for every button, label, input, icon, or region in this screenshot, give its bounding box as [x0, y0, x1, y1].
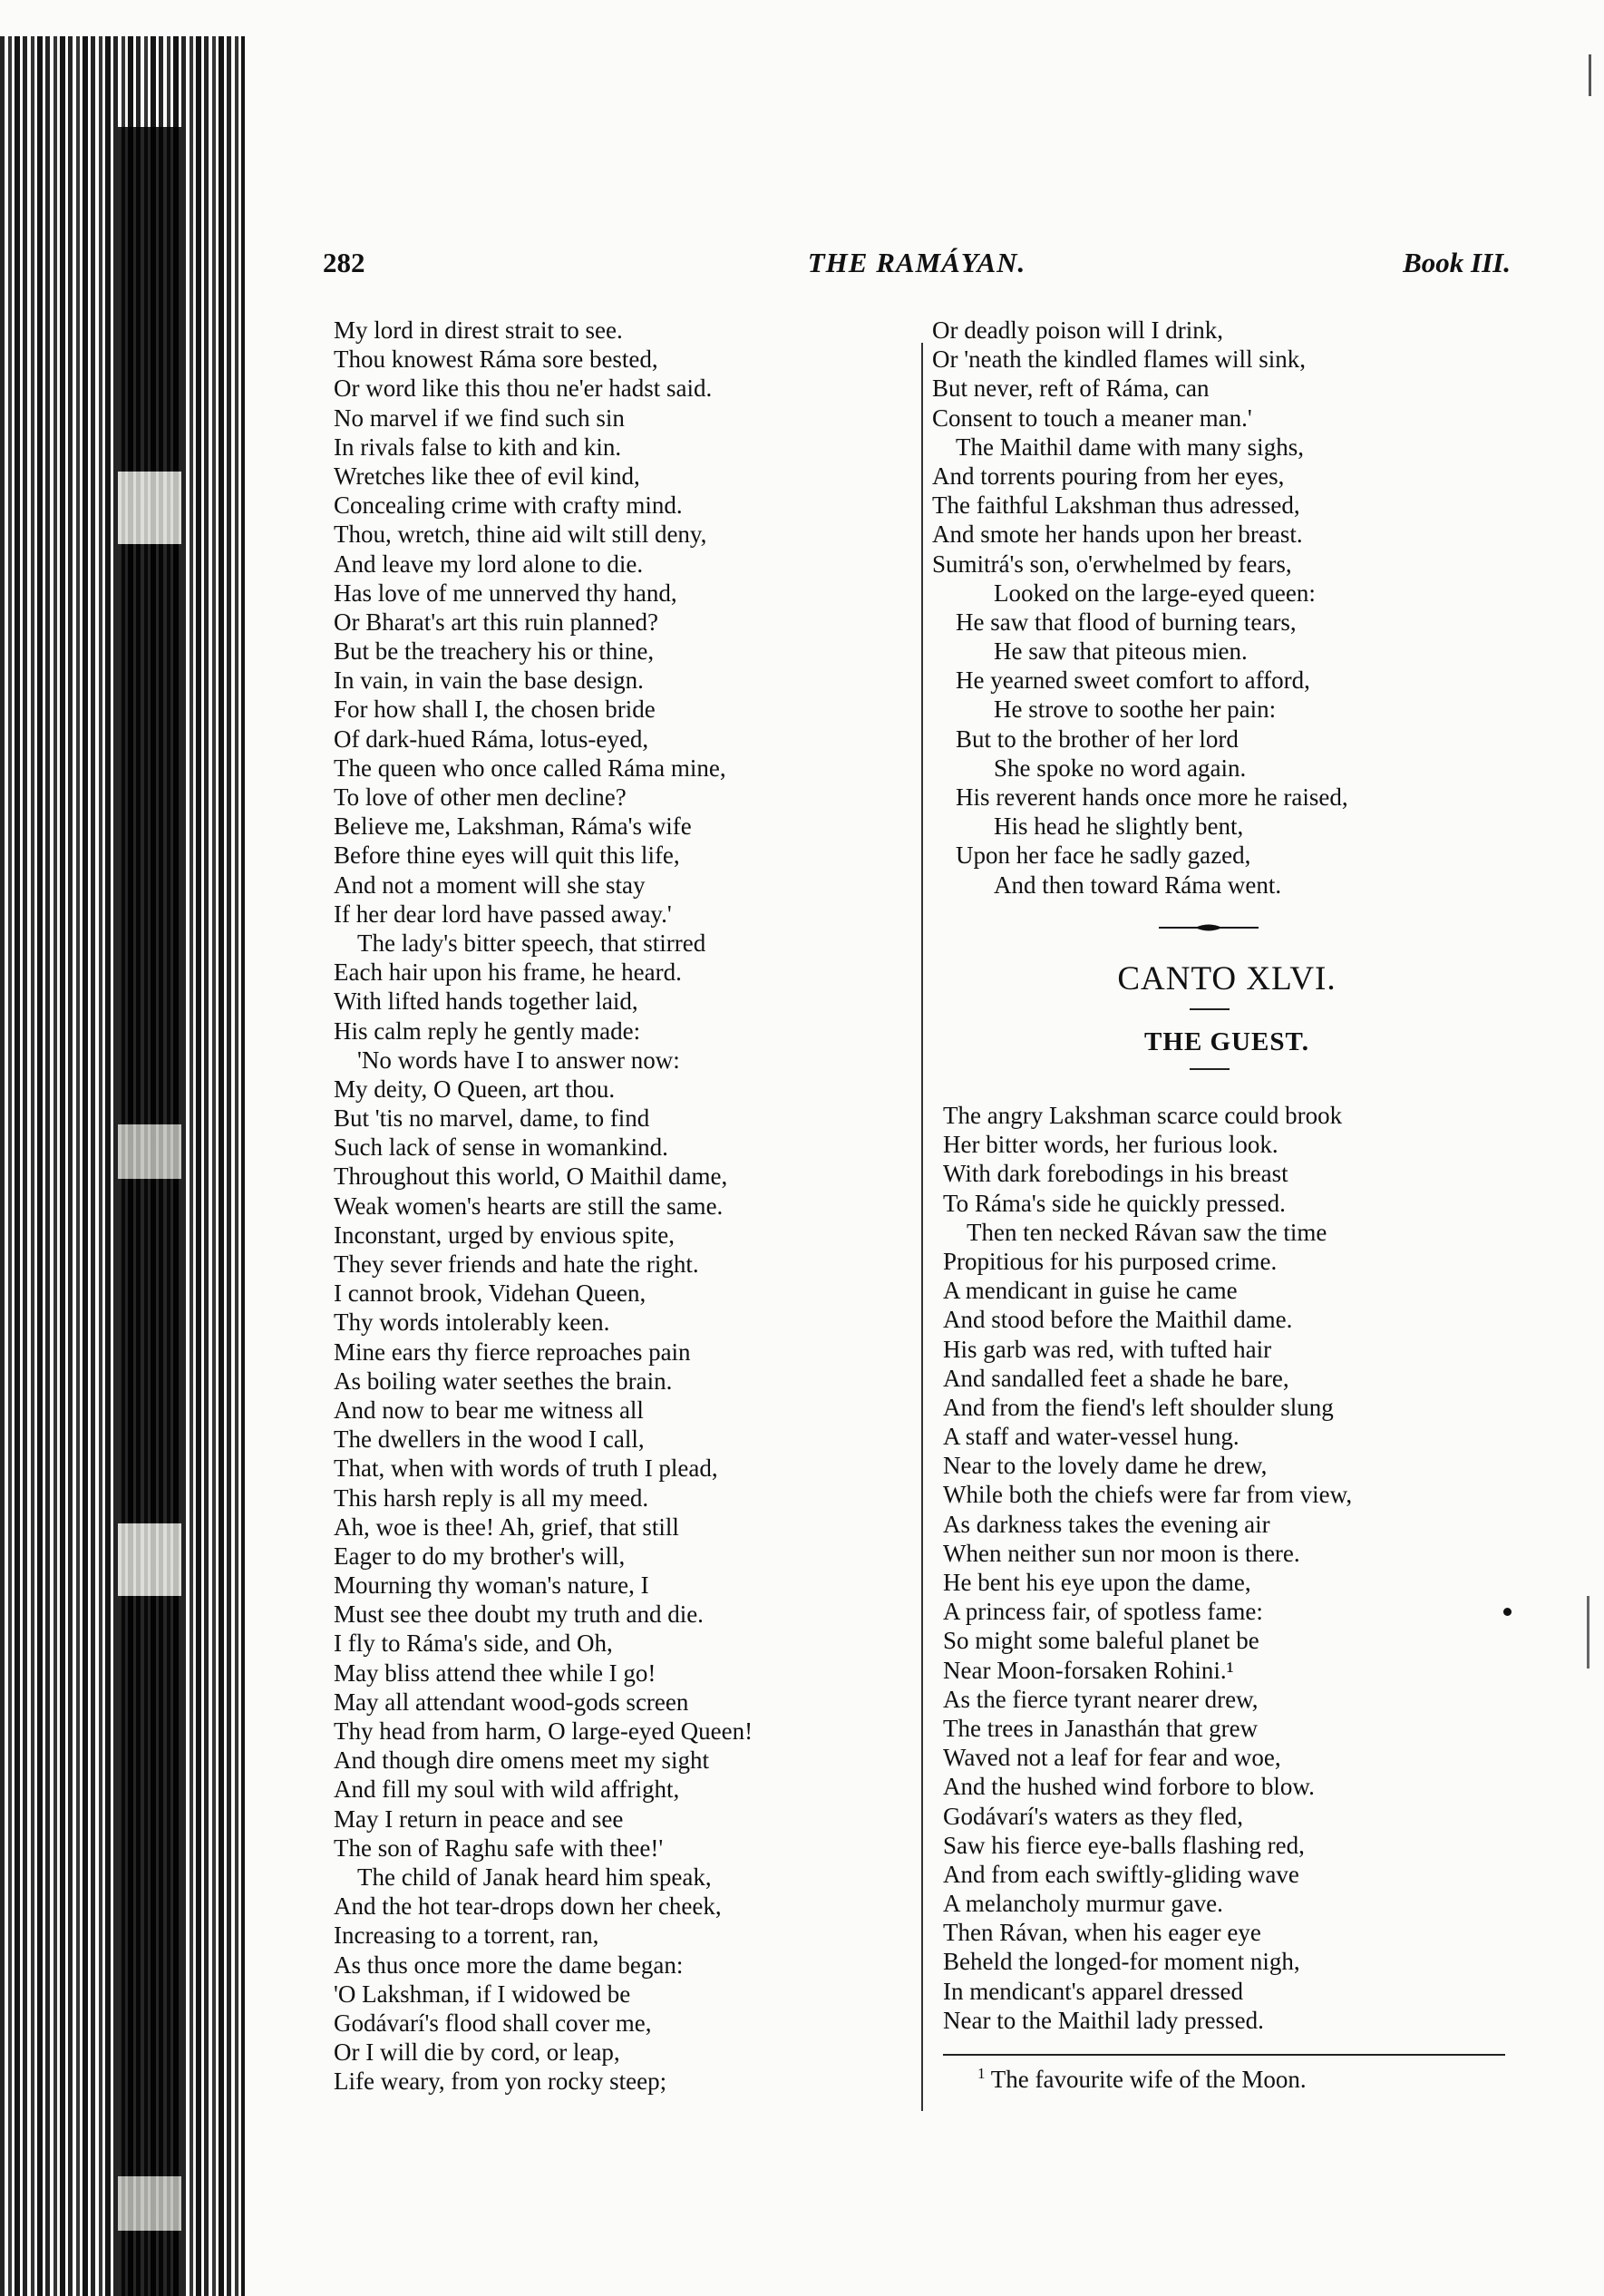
verse-line: For how shall I, the chosen bride — [334, 696, 656, 724]
verse-line: And the hushed wind forbore to blow. — [943, 1773, 1315, 1801]
verse-line: The faithful Lakshman thus adressed, — [932, 491, 1300, 520]
verse-line: He saw that flood of burning tears, — [956, 608, 1297, 636]
verse-line: But to the brother of her lord — [956, 725, 1239, 753]
verse-line: The trees in Janasthán that grew — [943, 1714, 1259, 1742]
verse-line: Looked on the large-eyed queen: — [994, 579, 1316, 607]
verse-line: Godávarí's waters as they fled, — [943, 1802, 1244, 1830]
verse-line: Waved not a leaf for fear and woe, — [943, 1744, 1281, 1772]
verse-line: Godávarí's flood shall cover me, — [334, 2009, 652, 2037]
verse-line: His garb was red, with tufted hair — [943, 1335, 1272, 1363]
subtitle-rule — [1190, 1068, 1230, 1070]
verse-line: Inconstant, urged by envious spite, — [334, 1221, 675, 1249]
verse-line: I fly to Ráma's side, and Oh, — [334, 1630, 613, 1658]
verse-line: Ah, woe is thee! Ah, grief, that still — [334, 1513, 679, 1541]
verse-line: Or I will die by cord, or leap, — [334, 2038, 620, 2067]
verse-line: And leave my lord alone to die. — [334, 550, 644, 578]
verse-line: The Maithil dame with many sighs, — [956, 433, 1304, 461]
verse-line: Upon her face he sadly gazed, — [956, 842, 1251, 870]
verse-line: As thus once more the dame began: — [334, 1951, 684, 1979]
verse-line: To love of other men decline? — [334, 783, 627, 811]
verse-line: Or 'neath the kindled flames will sink, — [932, 345, 1307, 374]
verse-line: Each hair upon his frame, he heard. — [334, 958, 682, 987]
book-spine-shadow — [118, 127, 181, 2296]
verse-line: Before thine eyes will quit this life, — [334, 842, 680, 870]
verse-line: The dwellers in the wood I call, — [334, 1425, 645, 1454]
column-divider — [921, 343, 923, 2111]
verse-line: Weak women's hearts are still the same. — [334, 1192, 724, 1220]
verse-line: Or Bharat's art this ruin planned? — [334, 608, 659, 636]
verse-line: Concealing crime with crafty mind. — [334, 491, 683, 520]
verse-line: In mendicant's apparel dressed — [943, 1977, 1243, 2005]
verse-line: As the fierce tyrant nearer drew, — [943, 1685, 1259, 1713]
verse-line: Near Moon-forsaken Rohini.¹ — [943, 1656, 1234, 1684]
verse-line: Has love of me unnerved thy hand, — [334, 579, 677, 607]
verse-line: Eager to do my brother's will, — [334, 1542, 626, 1570]
verse-line: And now to bear me witness all — [334, 1396, 644, 1424]
verse-line: And from each swiftly-gliding wave — [943, 1860, 1299, 1888]
footnote-marker: 1 — [977, 2065, 986, 2082]
footnote — [977, 2065, 1307, 2094]
verse-line: Then ten necked Rávan saw the time — [967, 1218, 1327, 1246]
verse-line: A staff and water-vessel hung. — [943, 1423, 1239, 1451]
page-edge-mark — [1589, 54, 1591, 96]
verse-line: Mine ears thy fierce reproaches pain — [334, 1338, 691, 1366]
verse-line: And torrents pouring from her eyes, — [932, 462, 1285, 490]
verse-line: Life weary, from yon rocky steep; — [334, 2067, 667, 2096]
verse-line: Or deadly poison will I drink, — [932, 316, 1223, 344]
verse-line: And fill my soul with wild affright, — [334, 1776, 680, 1804]
verse-line: Sumitrá's son, o'erwhelmed by fears, — [932, 550, 1292, 578]
canto-verse — [943, 1101, 1523, 2035]
verse-line: As darkness takes the evening air — [943, 1510, 1270, 1538]
verse-line: And though dire omens meet my sight — [334, 1746, 709, 1775]
verse-line: A melancholy murmur gave. — [943, 1890, 1223, 1918]
verse-line: Her bitter words, her furious look. — [943, 1131, 1278, 1159]
verse-line: And sandalled feet a shade he bare, — [943, 1364, 1289, 1392]
verse-line: The child of Janak heard him speak, — [357, 1863, 712, 1891]
page-number: 282 — [323, 247, 365, 278]
verse-line: With dark forebodings in his breast — [943, 1160, 1288, 1188]
footnote-rule — [943, 2054, 1505, 2056]
verse-line: Consent to touch a meaner man.' — [932, 404, 1252, 432]
verse-line: Increasing to a torrent, ran, — [334, 1921, 599, 1950]
verse-line: The queen who once called Ráma mine, — [334, 754, 726, 782]
verse-line: Of dark-hued Ráma, lotus-eyed, — [334, 725, 649, 753]
verse-line: When neither sun nor moon is there. — [943, 1539, 1300, 1567]
verse-line: But never, reft of Ráma, can — [932, 375, 1210, 403]
verse-line: To Ráma's side he quickly pressed. — [943, 1189, 1286, 1217]
verse-line: 'O Lakshman, if I widowed be — [334, 1980, 631, 2008]
verse-line: This harsh reply is all my meed. — [334, 1484, 649, 1512]
verse-line: While both the chiefs were far from view, — [943, 1481, 1353, 1509]
verse-line: May bliss attend thee while I go! — [334, 1659, 656, 1687]
verse-line: And not a moment will she stay — [334, 871, 646, 899]
verse-line: And stood before the Maithil dame. — [943, 1306, 1293, 1334]
verse-line: My deity, O Queen, art thou. — [334, 1075, 616, 1103]
verse-line: Then Rávan, when his eager eye — [943, 1919, 1261, 1947]
verse-line: Beheld the longed-for moment nigh, — [943, 1948, 1300, 1976]
verse-line: Propitious for his purposed crime. — [943, 1247, 1278, 1275]
verse-line: 'No words have I to answer now: — [357, 1046, 680, 1074]
verse-line: A mendicant in guise he came — [943, 1277, 1238, 1305]
verse-line: Thy head from harm, O large-eyed Queen! — [334, 1717, 753, 1745]
verse-line: A princess fair, of spotless fame: — [943, 1598, 1263, 1626]
verse-line: The son of Raghu safe with thee!' — [334, 1834, 664, 1862]
book-label: Book III. — [1403, 247, 1511, 278]
verse-line: Must see thee doubt my truth and die. — [334, 1600, 704, 1629]
verse-line: His reverent hands once more he raised, — [956, 783, 1348, 811]
verse-line: If her dear lord have passed away.' — [334, 900, 672, 928]
verse-line: But 'tis no marvel, dame, to find — [334, 1104, 650, 1133]
verse-line: They sever friends and hate the right. — [334, 1250, 699, 1278]
verse-line: So might some baleful planet be — [943, 1627, 1259, 1655]
section-ornament — [1159, 921, 1259, 934]
verse-line: That, when with words of truth I plead, — [334, 1454, 718, 1483]
verse-line: He saw that piteous mien. — [994, 637, 1248, 666]
verse-line: Wretches like thee of evil kind, — [334, 462, 640, 490]
verse-line: His calm reply he gently made: — [334, 1017, 641, 1045]
canto-subtitle: THE GUEST. — [1144, 1027, 1309, 1056]
verse-line: May all attendant wood-gods screen — [334, 1688, 689, 1716]
verse-line: Such lack of sense in womankind. — [334, 1133, 668, 1162]
verse-line: Near to the Maithil lady pressed. — [943, 2006, 1264, 2034]
heading-rule — [1190, 1008, 1230, 1010]
verse-line: The angry Lakshman scarce could brook — [943, 1102, 1343, 1129]
margin-dot — [1503, 1608, 1512, 1616]
left-column — [334, 316, 914, 2096]
verse-line: As boiling water seethes the brain. — [334, 1367, 673, 1395]
verse-line: I cannot brook, Videhan Queen, — [334, 1279, 646, 1308]
verse-line: And smote her hands upon her breast. — [932, 520, 1303, 549]
verse-line: Mourning thy woman's nature, I — [334, 1571, 649, 1600]
verse-line: Thy words intolerably keen. — [334, 1309, 610, 1337]
verse-line: His head he slightly bent, — [994, 812, 1244, 841]
verse-line: Throughout this world, O Maithil dame, — [334, 1163, 728, 1191]
verse-line: In rivals false to kith and kin. — [334, 433, 622, 461]
verse-line: He bent his eye upon the dame, — [943, 1569, 1251, 1596]
verse-line: The lady's bitter speech, that stirred — [357, 929, 706, 957]
verse-line: Saw his fierce eye-balls flashing red, — [943, 1831, 1305, 1859]
verse-line: Thou knowest Ráma sore bested, — [334, 345, 658, 374]
verse-line: She spoke no word again. — [994, 754, 1247, 782]
verse-line: And then toward Ráma went. — [994, 871, 1282, 899]
verse-line: My lord in direst strait to see. — [334, 316, 623, 344]
footnote-text: The favourite wife of the Moon. — [990, 2066, 1307, 2093]
verse-line: May I return in peace and see — [334, 1805, 624, 1833]
verse-line: He strove to soothe her pain: — [994, 696, 1277, 724]
running-title: THE RAMÁYAN. — [807, 247, 1026, 278]
verse-line: Thou, wretch, thine aid wilt still deny, — [334, 520, 707, 549]
verse-line: With lifted hands together laid, — [334, 987, 638, 1016]
verse-line: And from the fiend's left shoulder slung — [943, 1393, 1334, 1421]
verse-line: No marvel if we find such sin — [334, 404, 625, 432]
verse-line: Believe me, Lakshman, Ráma's wife — [334, 812, 692, 841]
canto-heading: CANTO XLVI. — [1117, 960, 1337, 997]
right-column — [932, 316, 1521, 900]
verse-line: Near to the lovely dame he drew, — [943, 1452, 1268, 1480]
verse-line: In vain, in vain the base design. — [334, 666, 644, 695]
running-header — [323, 247, 1511, 292]
verse-line: Or word like this thou ne'er hadst said. — [334, 375, 713, 403]
page-edge-mark — [1587, 1596, 1589, 1668]
verse-line: He yearned sweet comfort to afford, — [956, 666, 1310, 695]
verse-line: And the hot tear-drops down her cheek, — [334, 1892, 722, 1921]
verse-line: But be the treachery his or thine, — [334, 637, 655, 666]
